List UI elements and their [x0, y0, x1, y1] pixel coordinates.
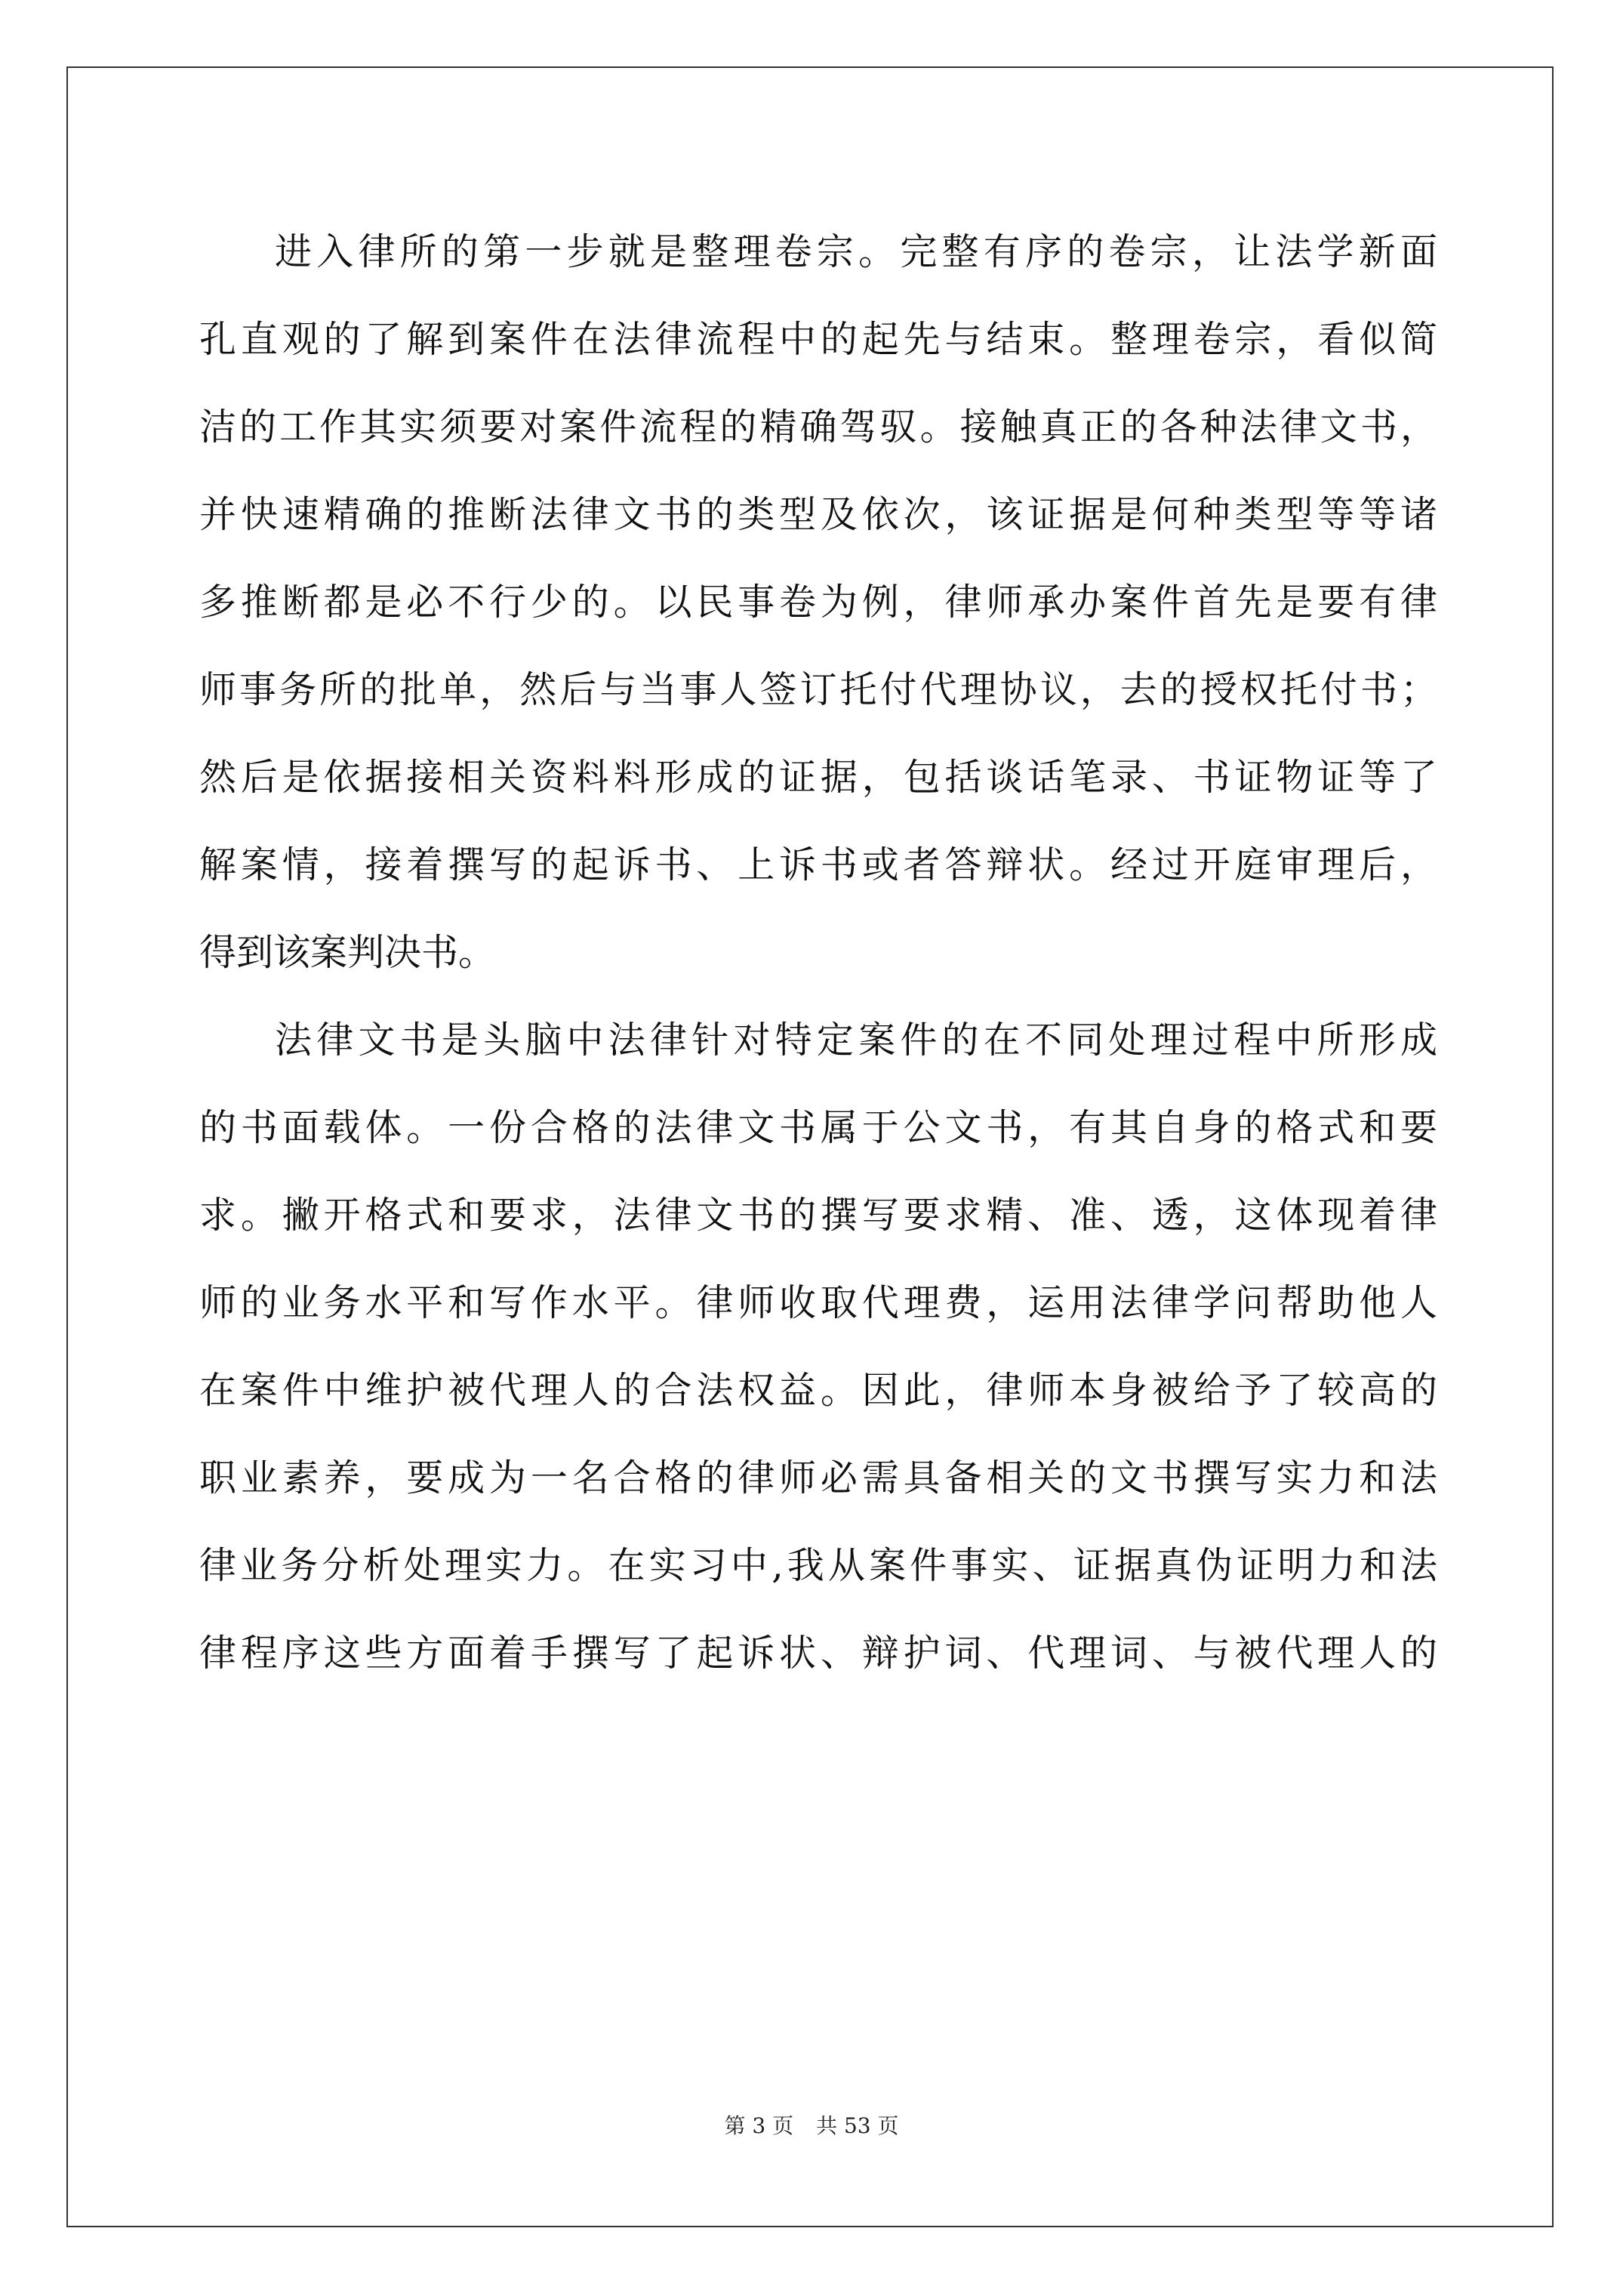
paragraph-2-line-4: 师的业务水平和写作水平。律师收取代理费，运用法律学问帮助他人: [199, 1281, 1437, 1324]
page-footer: [0, 2111, 1623, 2141]
paragraph-2-line-3: 求。撇开格式和要求，法律文书的撰写要求精、准、透，这体现着律: [199, 1194, 1437, 1237]
paragraph-2-line-1: 法律文书是头脑中法律针对特定案件的在不同处理过程中所形成: [275, 1019, 1437, 1062]
paragraph-1-line-7: 然后是依据接相关资料料形成的证据，包括谈话笔录、书证物证等了: [199, 756, 1437, 799]
paragraph-2-line-8: 律程序这些方面着手撰写了起诉状、辩护词、代理词、与被代理人的: [199, 1632, 1437, 1675]
page-total: 共 53 页: [816, 2113, 899, 2138]
paragraph-1-line-4: 并快速精确的推断法律文书的类型及依次，该证据是何种类型等等诸: [199, 493, 1437, 536]
paragraph-2-line-5: 在案件中维护被代理人的合法权益。因此，律师本身被给予了较高的: [199, 1369, 1437, 1412]
paragraph-1-line-5: 多推断都是必不行少的。以民事卷为例，律师承办案件首先是要有律: [199, 581, 1437, 624]
paragraph-1-line-8: 解案情，接着撰写的起诉书、上诉书或者答辩状。经过开庭审理后，: [199, 843, 1437, 886]
paragraph-1-line-1: 进入律所的第一步就是整理卷宗。完整有序的卷宗，让法学新面: [275, 230, 1437, 273]
page-number: 第 3 页: [724, 2113, 794, 2138]
paragraph-1-line-2: 孔直观的了解到案件在法律流程中的起先与结束。整理卷宗，看似简: [199, 318, 1437, 361]
paragraph-2-line-2: 的书面载体。一份合格的法律文书属于公文书，有其自身的格式和要: [199, 1106, 1437, 1149]
paragraph-1-line-6: 师事务所的批单，然后与当事人签订托付代理协议，去的授权托付书；: [199, 668, 1437, 711]
paragraph-1-line-3: 洁的工作其实须要对案件流程的精确驾驭。接触真正的各种法律文书，: [199, 405, 1437, 448]
paragraph-2-line-6: 职业素养，要成为一名合格的律师必需具备相关的文书撰写实力和法: [199, 1456, 1437, 1499]
paragraph-1-line-9: 得到该案判决书。: [199, 931, 496, 974]
paragraph-2-line-7: 律业务分析处理实力。在实习中,我从案件事实、证据真伪证明力和法: [199, 1544, 1437, 1587]
